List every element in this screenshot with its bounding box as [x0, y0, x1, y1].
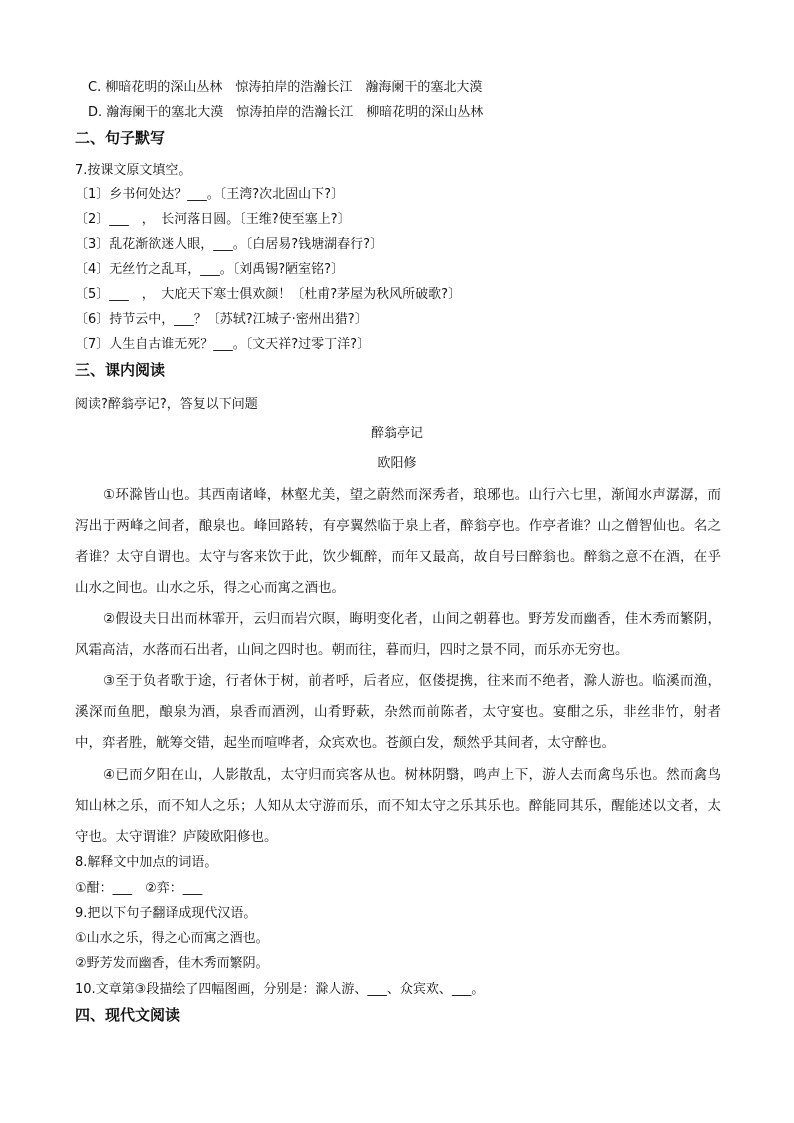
- fill-item-2: 〔2〕___ ， 长河落日圆。〔王维?使至塞上?〕: [75, 212, 351, 227]
- text-title: 醉翁亭记: [370, 426, 423, 441]
- text-author: 欧阳修: [377, 456, 417, 471]
- question-8-items: ①酣：___ ②弈：___: [75, 881, 203, 896]
- reading-intro: 阅读?醉翁亭记?，答复以下问题: [75, 397, 258, 412]
- paragraph-3: ③至于负者歌于途，行者休于树，前者呼，后者应，伛偻提携，往来而不绝者，滁人游也。临溪而渔，溪深而鱼肥，酿泉为酒，泉香而酒洌，山肴野蔌，杂然而前陈者，太守宴也。宴酣之乐，非丝非竹，射者中，弈者胜，觥筹交错，起坐而喧哗者，众宾欢也。苍颜白发，颓然乎其间者，太守醉也。: [75, 673, 721, 751]
- question-9: 9.把以下句子翻译成现代汉语。: [75, 906, 257, 921]
- fill-item-3: 〔3〕乱花渐欲迷人眼，___。〔白居易?钱塘湖春行?〕: [75, 237, 384, 252]
- question-9-item-1: ①山水之乐，得之心而寓之酒也。: [75, 931, 269, 946]
- paragraph-1: ①环滁皆山也。其西南诸峰，林壑尤美，望之蔚然而深秀者，琅琊也。山行六七里，渐闻水声潺潺，而泻出于两峰之间者，酿泉也。峰回路转，有亭翼然临于泉上者，醉翁亭也。作亭者谁？山之僧智仙也。名之者谁？太守自谓也。太守与客来饮于此，饮少辄醉，而年又最高，故自号曰醉翁也。醉翁之意不在酒，在乎山水之间也。山水之乐，得之心而寓之酒也。: [75, 487, 721, 596]
- section-heading-2: 二、句子默写: [75, 129, 166, 147]
- question-7: 7.按课文原文填空。: [75, 163, 192, 178]
- option-c: C. 柳暗花明的深山丛林 惊涛拍岸的浩瀚长江 瀚海阑干的塞北大漠: [88, 80, 483, 95]
- paragraph-2: ②假设夫日出而林霏开，云归而岩穴暝，晦明变化者，山间之朝暮也。野芳发而幽香，佳木秀而繁阴，风霜高洁，水落而石出者，山间之四时也。朝而往，暮而归，四时之景不同，而乐亦无穷也。: [75, 611, 721, 658]
- paragraph-4: ④已而夕阳在山，人影散乱，太守归而宾客从也。树林阴翳，鸣声上下，游人去而禽鸟乐也。然而禽鸟知山林之乐，而不知人之乐；人知从太守游而乐，而不知太守之乐其乐也。醉能同其乐，醒能述以文者，太守也。太守谓谁？庐陵欧阳修也。: [75, 767, 721, 845]
- question-9-item-2: ②野芳发而幽香，佳木秀而繁阴。: [75, 956, 269, 971]
- question-8: 8.解释文中加点的词语。: [75, 855, 218, 870]
- section-heading-4: 四、现代文阅读: [75, 1006, 181, 1024]
- question-10: 10.文章第③段描绘了四幅图画，分别是：滁人游、___、众宾欢、___。: [75, 982, 485, 997]
- option-d: D. 瀚海阑干的塞北大漠 惊涛拍岸的浩瀚长江 柳暗花明的深山丛林: [88, 105, 484, 120]
- fill-item-4: 〔4〕无丝竹之乱耳，___。〔刘禹锡?陋室铭?〕: [75, 262, 345, 277]
- fill-item-5: 〔5〕___ ， 大庇天下寒士俱欢颜！〔杜甫?茅屋为秋风所破歌?〕: [75, 287, 462, 302]
- fill-item-7: 〔7〕人生自古谁无死？___。〔文天祥?过零丁洋?〕: [75, 337, 371, 352]
- fill-item-6: 〔6〕持节云中，___？〔苏轼?江城子·密州出猎?〕: [75, 312, 368, 327]
- section-heading-3: 三、课内阅读: [75, 361, 166, 379]
- fill-item-1: 〔1〕乡书何处达？___。〔王湾?次北固山下?〕: [75, 187, 345, 202]
